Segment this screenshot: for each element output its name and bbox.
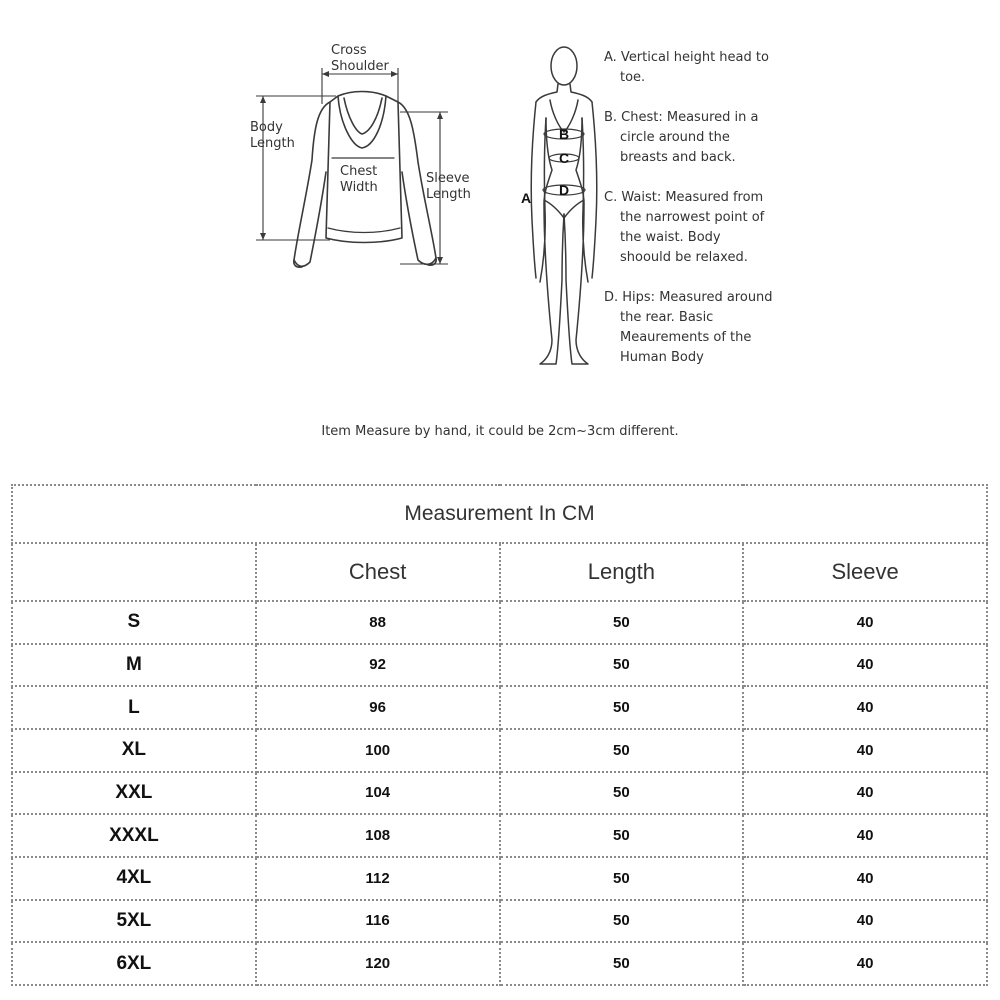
length-cell: 50	[500, 729, 744, 772]
length-cell: 50	[500, 686, 744, 729]
chest-cell: 92	[256, 644, 500, 687]
size-cell: 4XL	[12, 857, 256, 900]
header-chest: Chest	[256, 543, 500, 601]
note-hips: D. Hips: Measured around the rear. Basic Meaurements of the Human Body	[604, 290, 773, 365]
size-cell: XXXL	[12, 814, 256, 857]
header-size	[12, 543, 256, 601]
note-waist: C. Waist: Measured from the narrowest point of the waist. Body shoould be relaxed.	[604, 190, 765, 265]
sleeve-cell: 40	[743, 729, 987, 772]
length-cell: 50	[500, 601, 744, 644]
size-cell: 5XL	[12, 900, 256, 943]
note-height: A. Vertical height head to toe.	[604, 50, 769, 85]
measurement-disclaimer: Item Measure by hand, it could be 2cm~3cm different.	[321, 424, 679, 439]
table-title: Measurement In CM	[12, 485, 987, 543]
length-cell: 50	[500, 772, 744, 815]
size-cell: XL	[12, 729, 256, 772]
size-cell: L	[12, 686, 256, 729]
chest-width-label-line2: Width	[340, 180, 378, 195]
marker-b: B	[559, 126, 570, 142]
body-length-label-line2: Length	[250, 136, 295, 151]
table-row	[12, 601, 987, 644]
table-row	[12, 814, 987, 857]
sleeve-length-label-line2: Length	[426, 187, 471, 202]
length-cell: 50	[500, 644, 744, 687]
size-cell: 6XL	[12, 942, 256, 985]
sleeve-cell: 40	[743, 644, 987, 687]
sleeve-cell: 40	[743, 601, 987, 644]
body-figure-illustration	[531, 47, 597, 364]
chest-cell: 104	[256, 772, 500, 815]
cross-shoulder-label-line2: Shoulder	[331, 59, 389, 74]
table-row	[12, 942, 987, 985]
length-cell: 50	[500, 900, 744, 943]
body-measure-notes	[604, 48, 774, 368]
chest-cell: 96	[256, 686, 500, 729]
marker-c: C	[559, 150, 570, 166]
chest-cell: 88	[256, 601, 500, 644]
sleeve-cell: 40	[743, 857, 987, 900]
marker-d: D	[559, 182, 570, 198]
table-row	[12, 772, 987, 815]
table-row	[12, 900, 987, 943]
header-length: Length	[500, 543, 744, 601]
chest-cell: 112	[256, 857, 500, 900]
header-sleeve: Sleeve	[743, 543, 987, 601]
sleeve-cell: 40	[743, 772, 987, 815]
sleeve-cell: 40	[743, 900, 987, 943]
body-length-label-line1: Body	[250, 120, 283, 135]
chest-cell: 100	[256, 729, 500, 772]
sleeve-cell: 40	[743, 686, 987, 729]
table-title-row	[12, 485, 987, 543]
table-header-row	[12, 543, 987, 601]
table-row	[12, 729, 987, 772]
chest-cell: 108	[256, 814, 500, 857]
sleeve-length-label-line1: Sleeve	[426, 171, 470, 186]
chest-cell: 120	[256, 942, 500, 985]
size-cell: XXL	[12, 772, 256, 815]
size-cell: S	[12, 601, 256, 644]
note-chest: B. Chest: Measured in a circle around the breasts and back.	[604, 110, 759, 165]
table-row	[12, 857, 987, 900]
chest-cell: 116	[256, 900, 500, 943]
length-cell: 50	[500, 857, 744, 900]
length-cell: 50	[500, 814, 744, 857]
length-cell: 50	[500, 942, 744, 985]
table-row	[12, 644, 987, 687]
size-cell: M	[12, 644, 256, 687]
sleeve-cell: 40	[743, 942, 987, 985]
sleeve-cell: 40	[743, 814, 987, 857]
size-chart-table	[11, 484, 988, 986]
measurement-diagram	[0, 0, 1000, 460]
marker-a: A	[521, 190, 532, 206]
table-row	[12, 686, 987, 729]
chest-width-label-line1: Chest	[340, 164, 378, 179]
cross-shoulder-label-line1: Cross	[331, 43, 367, 58]
